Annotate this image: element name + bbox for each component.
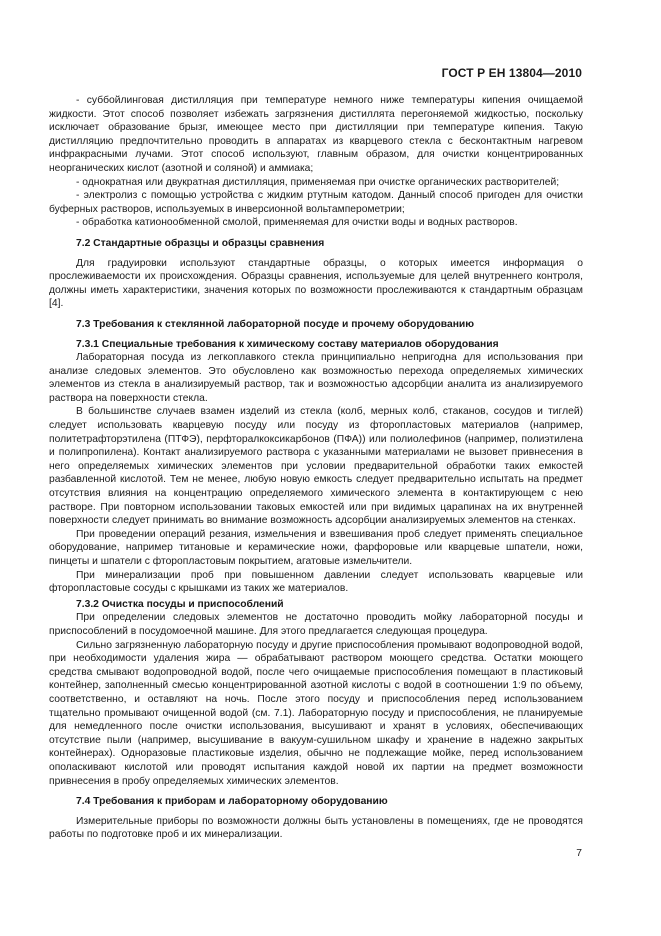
paragraph: Лабораторная посуда из легкоплавкого стекла принципиально непригодна для использования при анализе следовых элементов. Это обусловлено как возможностью перехода определяемых химических элементов из стекла в анализируемый раствор, так и возможностью адсорбции аналита из анализируемого раствора на поверхности стекла. <box>49 352 583 404</box>
standard-code-header: ГОСТ Р ЕН 13804—2010 <box>441 66 582 80</box>
list-item: - обработка катионообменной смолой, применяемая для очистки воды и водных растворов. <box>76 217 518 229</box>
paragraph: В большинстве случаев взамен изделий из стекла (колб, мерных колб, стаканов, сосудов и тиглей) следует использовать кварцевую посуду или посуду из фторопластовых материалов (например, политетрафторэтилена (ПТФЭ), перфторалкоксикарбонов (ПФА)) или полиолефинов (например, полиэтилена и полипропилена). Контакт анализируемого раствора с указанными материалами не вызовет привнесения в него определяемых химических элементов при условии предварительной обработки таких емкостей разбавленной кислотой. Тем не менее, любую новую емкость следует предварительно испытать на предмет отсутствия влияния на концентрацию определяемого химического элемента в контактирующем с нею растворе. При повторном использовании таковых емкостей или при видимых царапинах на их внутренней поверхности следует принимать во внимание возможность адсорбции анализируемых элементов на стенках. <box>49 406 583 527</box>
list-item: - электролиз с помощью устройства с жидким ртутным катодом. Данный способ пригоден для очистки буферных растворов, используемых в инверсионной вольтамперометрии; <box>49 190 583 215</box>
list-item: - однократная или двукратная дистилляция, применяемая при очистке органических растворителей; <box>76 176 560 188</box>
section-heading-7-3-2: 7.3.2 Очистка посуды и приспособлений <box>76 598 284 610</box>
page-number: 7 <box>576 848 582 859</box>
paragraph: При минерализации проб при повышенном давлении следует использовать кварцевые или фторопластовые сосуды с крышками из таких же материалов. <box>49 569 583 595</box>
section-heading-7-2: 7.2 Стандартные образцы и образцы сравнения <box>76 237 325 249</box>
section-heading-7-4: 7.4 Требования к приборам и лабораторному оборудованию <box>76 796 388 808</box>
list-item: - суббойлинговая дистилляция при температуре немного ниже температуры кипения очищаемой жидкости. Этот способ позволяет избежать загрязнения дистиллята перегоняемой жидкостью, поскольку исключает образование брызг, имеющее место при дистилляции при температуре кипения. Такую дистилляцию предпочтительно проводить в аппаратах из кварцевого стекла с бесконтактным нагревом инфракрасными лучами. Этот способ используют, главным образом, для очистки концентрированных неорганических кислот (азотной и соляной) и аммиака; <box>49 95 583 174</box>
paragraph: Сильно загрязненную лабораторную посуду и другие приспособления промывают водопроводной водой, при необходимости удаления жира — обрабатывают раствором моющего средства. Остатки моющего средства смывают водопроводной водой, после чего очищаемые приспособления помещают в пластиковый контейнер, заполненный смесью концентрированной азотной кислоты с водой в соотношении 1:9 по объему, соответственно, и оставляют на ночь. После этого посуду и приспособления перед использованием тщательно промывают очищенной водой (см. 7.1). Лабораторную посуду и приспособления, не планируемые для немедленного после очистки использования, высушивают и хранят в условиях, обеспечивающих отсутствие пыли (например, высушивание в вакуум-сушильном шкафу и хранение в надежно закрытых контейнерах). Одноразовые пластиковые изделия, обычно не подлежащие мойке, перед использованием ополаскивают кислотой или проводят испытания каждой новой их партии на предмет возможности привнесения в пробу определяемых химических элементов. <box>49 639 583 787</box>
paragraph: При определении следовых элементов не достаточно проводить мойку лабораторной посуды и приспособлений в посудомоечной машине. Для этого предлагается следующая процедура. <box>49 612 583 637</box>
section-heading-7-3-1: 7.3.1 Специальные требования к химическому составу материалов оборудования <box>76 338 499 350</box>
paragraph: При проведении операций резания, измельчения и взвешивания проб следует применять специальное оборудование, например титановые и керамические ножи, фарфоровые или кварцевые шпатели, ножи, пинцеты и шпатели с фторопластовым покрытием, агатовые измельчители. <box>49 528 583 567</box>
paragraph: Для градуировки используют стандартные образцы, о которых имеется информация о прослеживаемости их происхождения. Образцы сравнения, используемые для целей внутреннего контроля, должны иметь характеристики, значения которых по возможности прослеживаются к стандартным образцам [4]. <box>49 257 583 310</box>
section-heading-7-3: 7.3 Требования к стеклянной лабораторной посуде и прочему оборудованию <box>76 318 475 330</box>
document-body <box>49 94 583 842</box>
paragraph: Измерительные приборы по возможности должны быть установлены в помещениях, где не проводятся работы по подготовке проб и их минерализации. <box>49 815 583 841</box>
